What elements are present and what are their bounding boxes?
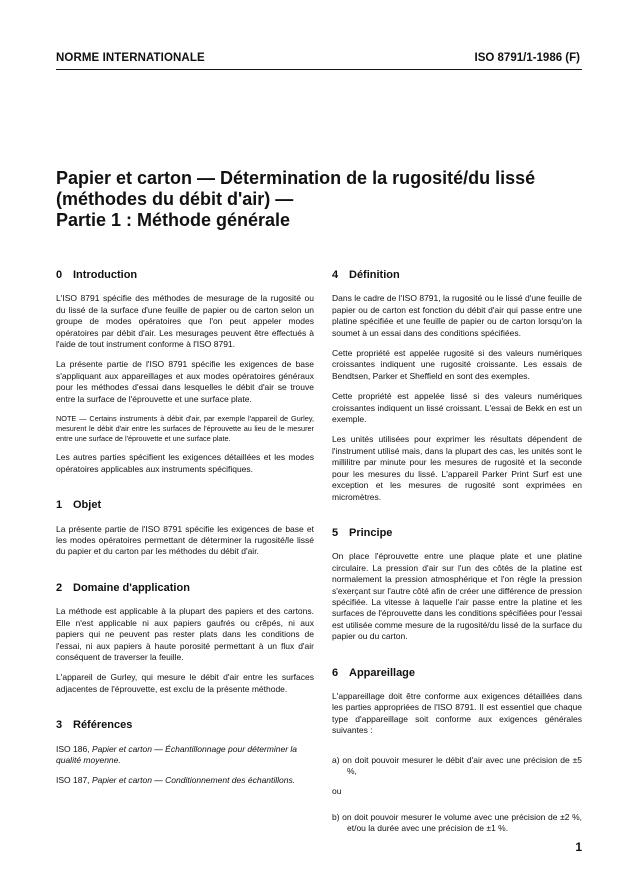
paragraph: La méthode est applicable à la plupart des papiers et des cartons. Elle n'est applicable ni aux papiers gaufrés ou crêpés, ni aux papiers qui ne peuvent pas rester plats dans les conditions de l'essai, ni aux papiers à haute porosité permettant à un flux d'air conséquent de traverser la feuille.	[56, 606, 314, 662]
section-number: 4	[332, 269, 339, 281]
title-line-2: (méthodes du débit d'air) —	[56, 189, 294, 209]
section-number: 2	[56, 581, 63, 594]
section-title: Domaine d'application	[73, 581, 190, 594]
section-number: 0	[56, 269, 63, 281]
document-title	[56, 168, 596, 231]
requirement-item-a: a) on doit pouvoir mesurer le débit d'air avec une précision de ±5 %,	[332, 754, 582, 776]
reference-code: ISO 187,	[56, 775, 90, 786]
paragraph: La présente partie de l'ISO 8791 spécifie les exigences de base s'appliquant aux appareillages et aux modes opératoires généraux pour les méthodes d'essai dans lesquelles le débit d'air se trouve entre la surface de l'éprouvette et une surface plate.	[56, 359, 314, 404]
section-heading-definition	[332, 270, 582, 281]
standard-type-label: NORME INTERNATIONALE	[56, 52, 205, 64]
reference-item	[56, 744, 314, 767]
title-line-3: Partie 1 : Méthode générale	[56, 210, 291, 230]
paragraph: Cette propriété est appelée lissé si des valeurs numériques croissantes indiquent un lissé croissant. L'essai de Bekk en est un exemple.	[332, 391, 582, 425]
requirement-item-b: b) on doit pouvoir mesurer le volume avec une précision de ±2 %, et/ou la durée avec une précision de ±1 %.	[332, 811, 582, 834]
section-heading-principe	[332, 528, 582, 539]
paragraph: L'appareil de Gurley, qui mesure le débit d'air entre les surfaces adjacentes de l'éprouvette, est exclu de la présente méthode.	[56, 672, 314, 694]
standard-reference: ISO 8791/1-1986 (F)	[474, 52, 580, 64]
paragraph: Cette propriété est appelée rugosité si des valeurs numériques croissantes indiquent une rugosité croissante. Les essais de Bendtsen, Parker et Sheffield en sont des exemples.	[332, 348, 582, 381]
reference-code: ISO 186,	[56, 743, 90, 754]
section-title: Définition	[349, 269, 400, 281]
left-column	[56, 270, 314, 796]
or-connector: ou	[332, 786, 342, 797]
paragraph: On place l'éprouvette entre une plaque plate et une platine circulaire. La pression d'air sur l'un des côtés de la platine est normalement la pression atmosphérique et l'on règle la pression s'exerçant sur l'autre côté afin de créer une différence de pression spécifiée. La vitesse à laquelle l'air passe entre la platine et les surfaces de l'éprouvette dans les conditions spécifiées pour l'essai est utilisée comme mesure de la rugosité/du lissé de la surface du papier ou du carton.	[332, 551, 582, 642]
section-number: 5	[332, 526, 339, 539]
section-number: 3	[56, 719, 63, 732]
paragraph: L'ISO 8791 spécifie des méthodes de mesurage de la rugosité ou du lissé de la surface d'une feuille de papier ou de carton selon un groupe de modes opératoires que l'on peut appeler modes opératoires par débit d'air. Les mesurages peuvent être effectués à l'aide de tout instrument conforme à l'ISO 8791.	[56, 293, 314, 350]
note: NOTE — Certains instruments à débit d'air, par exemple l'appareil de Gurley, mesurent le débit d'air entre les surfaces de l'éprouvette au lieu de le mesurer entre une surface de l'éprouvette et une surface plate.	[56, 414, 314, 443]
section-heading-introduction	[56, 270, 314, 281]
paragraph: La présente partie de l'ISO 8791 spécifie les exigences de base et les modes opératoires permettant de déterminer la rugosité/le lissé du papier et du carton par les méthodes du débit d'air.	[56, 523, 314, 557]
header-rule	[56, 69, 582, 70]
section-heading-references	[56, 720, 314, 731]
section-title: Objet	[73, 499, 102, 512]
section-heading-appareillage	[332, 668, 582, 679]
title-line-1: Papier et carton — Détermination de la rugosité/du lissé	[56, 168, 536, 188]
section-title: Principe	[349, 526, 393, 539]
section-heading-objet	[56, 500, 314, 511]
paragraph: L'appareillage doit être conforme aux exigences détaillées dans les parties appropriées de l'ISO 8791. Il est essentiel que chaque type d'appareillage soit conforme aux exigences générales suivantes :	[332, 690, 582, 736]
page-number: 1	[575, 840, 582, 854]
section-number: 6	[332, 666, 339, 679]
section-title: Références	[73, 719, 133, 732]
section-title: Introduction	[73, 269, 138, 281]
section-heading-domaine	[56, 583, 314, 594]
section-number: 1	[56, 499, 63, 512]
reference-item	[56, 775, 314, 786]
paragraph: Les autres parties spécifient les exigences détaillées et les modes opératoires applicables aux instruments spécifiques.	[56, 452, 314, 474]
reference-title: Papier et carton — Conditionnement des échantillons.	[91, 775, 296, 786]
right-column	[332, 270, 582, 844]
paragraph: Dans le cadre de l'ISO 8791, la rugosité ou le lissé d'une feuille de papier ou de carton est fonction du débit d'air qui passe entre une platine spécifiée et une feuille de papier ou de carton lorsqu'on la soumet à un essai dans des conditions spécifiées.	[332, 293, 582, 338]
section-title: Appareillage	[349, 666, 416, 679]
paragraph: Les unités utilisées pour exprimer les résultats dépendent de l'instrument utilisé mais, dans la plupart des cas, les unités sont le millilitre par minute pour les mesures de rugosité et la seconde pour les mesures du lissé. L'appareil Parker Print Surf est une exception et les mesures de rugosité sont exprimées en micromètres.	[332, 434, 582, 502]
reference-title: Papier et carton — Échantillonnage pour déterminer la qualité moyenne.	[56, 743, 297, 765]
